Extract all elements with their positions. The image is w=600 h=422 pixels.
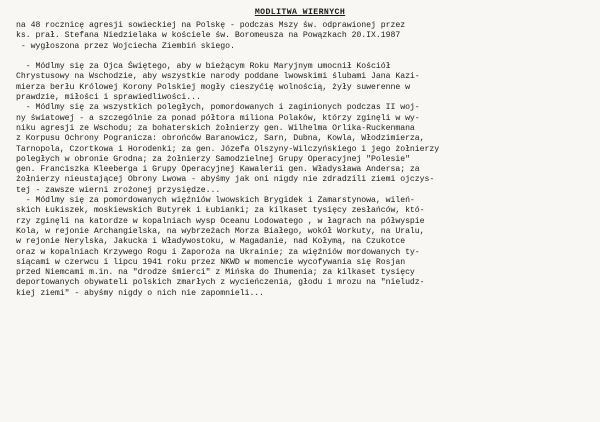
text-line: skich Łukiszek, moskiewskich Butyrek i Łubianki; za kilkaset tysięcy zesłańców, któ- bbox=[16, 206, 425, 216]
text-line: siącami w czerwcu i lipcu 1941 roku przez NKWD w momencie wycofywania się Rosjan bbox=[16, 257, 406, 267]
document-body bbox=[16, 21, 592, 299]
text-line: - Módlmy się za Ojca Świętego, aby w bieżącym Roku Maryjnym umocnił Kościół bbox=[16, 62, 391, 72]
text-line: poległych w obronie Grodna; za żołnierzy Samodzielnej Grupy Operacyjnej "Polesie" bbox=[16, 154, 410, 164]
text-line: żołnierzy nieustającej Obrony Lwowa - abyśmy jak oni nigdy nie zdradzili ziemi ojczys- bbox=[16, 175, 435, 185]
paragraph-gap bbox=[16, 52, 592, 62]
text-line: z Korpusu Ochrony Pogranicza: obrońców Baranowicz, Sarn, Dubna, Kowla, Włodzimierza, bbox=[16, 134, 425, 144]
text-line: - Módlmy się za pomordowanych więźniów lwowskich Brygidek i Zamarstynowa, wileń- bbox=[16, 196, 415, 206]
text-line: - Módlmy się za wszystkich poległych, pomordowanych i zaginionych podczas II woj- bbox=[16, 103, 420, 113]
text-line: mierza berłu Królowej Korony Polskiej mogły cieszyćię wolnością, żyły suwerenne w bbox=[16, 82, 410, 92]
text-line: tej - zawsze wierni zrożonej przysiędze... bbox=[16, 185, 221, 195]
text-line: ks. prał. Stefana Niedzielaka w kościele św. Boromeusza na Powązkach 20.IX.1987 bbox=[16, 31, 401, 41]
text-line: gen. Franciszka Kleeberga i Grupy Operacyjnej Kawalerii gen. Władysława Andersa; za bbox=[16, 165, 420, 175]
text-line: oraz w kopalniach Krzywego Rogu i Zaporoża na Ukrainie; za więźniów mordowanych ty- bbox=[16, 247, 420, 257]
document-title: MODLITWA WIERNYCH bbox=[254, 8, 346, 17]
text-line: ny światowej - a szczególnie za ponad półtora miliona Polaków, którzy zginęli w wy- bbox=[16, 113, 420, 123]
text-line: kiej ziemi" - abyśmy nigdy o nich nie zapomnieli... bbox=[16, 288, 265, 298]
text-line: rzy zginęli na katordze w kopalniach wysp Oceanu Lodowatego , w łagrach na półwyspie bbox=[16, 216, 425, 226]
text-line: Kola, w rejonie Archangielska, na wybrzeżach Morza Białego, wokół Workuty, na Uralu, bbox=[16, 226, 425, 236]
text-line: deportowanych obywateli polskich zmarłych z wycieńczenia, głodu i mrozu na "nieludz- bbox=[16, 278, 425, 288]
text-line: - wygłoszona przez Wojciecha Ziembiń skiego. bbox=[16, 41, 235, 51]
text-line: Tarnopola, Czortkowa i Horodenki; za gen. Józefa Olszyny-Wilczyńskiego i jego żołnierzy bbox=[16, 144, 440, 154]
text-line: Chrystusowy na Wschodzie, aby wszystkie narody poddane lwowskimi ślubami Jana Kazi- bbox=[16, 72, 420, 82]
text-line: w rejonie Nerylska, Jakucka i Władywostoku, w Magadanie, nad Kołymą, na Czukotce bbox=[16, 237, 406, 247]
text-line: prawdzie, miłości i sprawiedliwości... bbox=[16, 93, 201, 103]
text-line: na 48 rocznicę agresji sowieckiej na Polskę - podczas Mszy św. odprawionej przez bbox=[16, 21, 406, 30]
text-line: przed Niemcami m.in. na "drodze śmierci" z Mińska do Ihumenia; za kilkaset tysięcy bbox=[16, 268, 415, 278]
text-line: niku agresji ze Wschodu; za bohaterskich żołnierzy gen. Wilhelma Orlika-Ruckenmana bbox=[16, 123, 415, 133]
